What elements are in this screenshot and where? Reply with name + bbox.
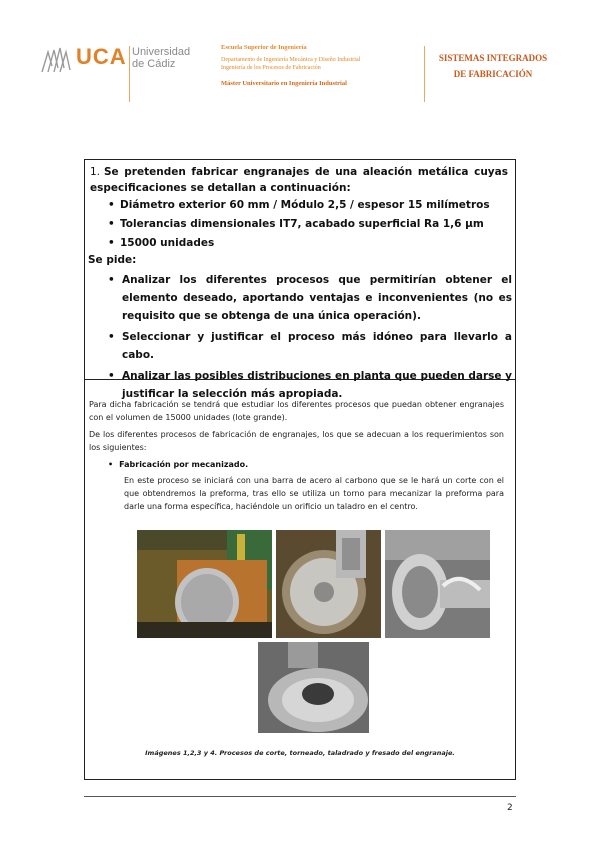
question-number: 1. [90, 166, 101, 178]
logo-text: UCA [76, 44, 127, 69]
page-number: 2 [507, 803, 513, 813]
request-item: • Seleccionar y justificar el proceso más idóneo para llevarlo a cabo. [108, 331, 512, 361]
spec-item: • Diámetro exterior 60 mm / Módulo 2,5 / espesor 15 milímetros [108, 199, 490, 211]
photo-turning [276, 530, 381, 638]
se-pide-heading: Se pide: [88, 254, 137, 266]
image-caption: Imágenes 1,2,3 y 4. Procesos de corte, torneado, taladrado y fresado del engranaje. [145, 749, 455, 757]
logo-subtitle: Universidad de Cádiz [132, 46, 191, 70]
question-intro [90, 164, 508, 196]
request-item: • Analizar los diferentes procesos que permitirían obtener el elemento deseado, aportando ventajas e inconvenientes (no es requisito que se obtenga de una única operación). [108, 274, 512, 322]
request-list [108, 271, 512, 406]
photo-milling [258, 642, 369, 733]
subheading-text: En este proceso se iniciará con una barra de acero al carbono que se le hará un corte con el que obtendremos la preforma, tras ello se utiliza un torno para mecanizar la preforma para darle una forma específica, haciéndole un orificio un taladro en el centro. [124, 476, 504, 511]
course-title: SISTEMAS INTEGRADOS DE FABRICACIÓN [438, 53, 548, 79]
question-text: Se pretenden fabricar engranajes de una aleación metálica cuyas especificaciones se detallan a continuación: [90, 166, 508, 194]
header-divider [129, 46, 130, 102]
answer-paragraph: Para dicha fabricación se tendrá que estudiar los diferentes procesos que puedan obtener engranajes con el volumen de 15000 unidades (lote grande). [89, 400, 504, 422]
school-name: Escuela Superior de Ingeniería [221, 44, 307, 51]
spec-list [108, 196, 508, 253]
uca-emblem-icon [40, 46, 72, 74]
header-institution [221, 44, 421, 87]
university-logo [40, 42, 190, 78]
spec-item: • 15000 unidades [108, 237, 215, 249]
header-divider [424, 46, 425, 102]
department-name: Departamento de Ingeniería Mecánica y Diseño Industrial Ingeniería de los Procesos de Fabricación [221, 57, 361, 71]
footer-rule [84, 796, 516, 797]
photo-cutting [137, 530, 272, 638]
request-item: • Analizar las posibles distribuciones en planta que pueden darse y justificar la selección más apropiada. [108, 370, 512, 400]
answer-paragraph: De los diferentes procesos de fabricación de engranajes, los que se adecuan a los requerimientos son los siguientes: [89, 430, 504, 452]
subheading: • Fabricación por mecanizado. [108, 460, 249, 469]
photo-drilling [385, 530, 490, 638]
master-name: Máster Universitario en Ingeniería Industrial [221, 80, 347, 87]
spec-item: • Tolerancias dimensionales IT7, acabado superficial Ra 1,6 μm [108, 218, 484, 230]
